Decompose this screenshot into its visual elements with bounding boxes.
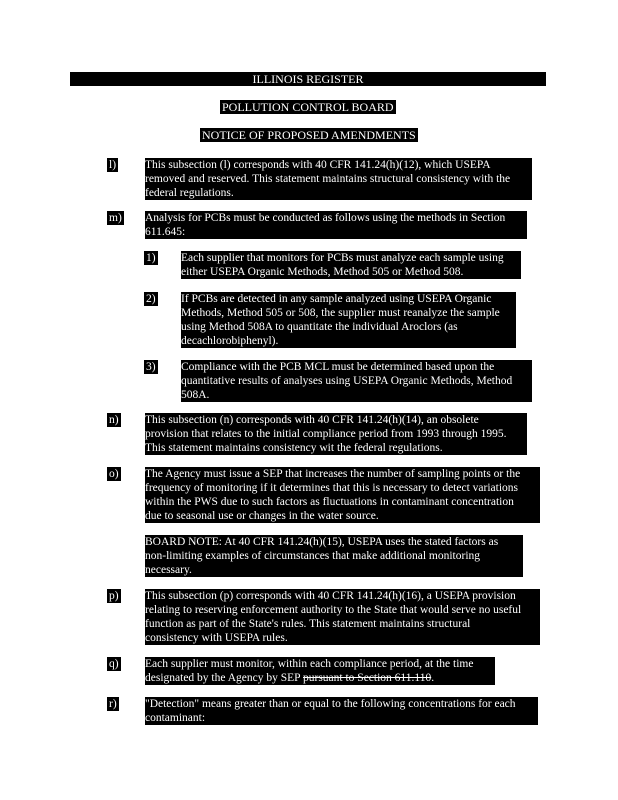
- text-line: removed and reserved. This statement maintains structural consistency with the: [145, 173, 511, 185]
- item-text-m: [145, 211, 527, 239]
- item-label-m2: 2): [146, 293, 156, 305]
- notice-title: NOTICE OF PROPOSED AMENDMENTS: [202, 128, 416, 142]
- text-line: relating to reserving enforcement authority to the State that would serve no useful: [145, 604, 522, 616]
- text-line: using Method 508A to quantitate the individual Aroclors (as: [181, 321, 458, 333]
- item-text-p: [145, 589, 540, 645]
- register-title: ILLINOIS REGISTER: [252, 72, 364, 86]
- text-line: This subsection (p) corresponds with 40 CFR 141.24(h)(16), a USEPA provision: [145, 590, 516, 602]
- header-bar: [70, 72, 546, 86]
- text-line: within the PWS due to such factors as fluctuations in contaminant concentration: [145, 496, 514, 508]
- board-title: POLLUTION CONTROL BOARD: [222, 100, 394, 114]
- text-line: This statement maintains consistency wit the federal regulations.: [145, 442, 443, 454]
- text-line: The Agency must issue a SEP that increases the number of sampling points or the: [145, 468, 521, 480]
- text-line: consistency with USEPA rules.: [145, 632, 288, 644]
- text-segment: designated by the Agency by SEP: [145, 672, 303, 684]
- item-text-m3: [181, 360, 532, 402]
- text-line: This subsection (l) corresponds with 40 CFR 141.24(h)(12), which USEPA: [145, 159, 491, 171]
- item-text-q: [145, 657, 495, 685]
- text-line: contaminant:: [145, 712, 206, 724]
- item-label-r: r): [109, 698, 117, 710]
- item-text-r: [145, 697, 538, 725]
- text-line: Each supplier that monitors for PCBs must analyze each sample using: [181, 252, 504, 264]
- text-line: This subsection (n) corresponds with 40 CFR 141.24(h)(14), an obsolete: [145, 414, 479, 426]
- text-line: If PCBs are detected in any sample analyzed using USEPA Organic: [181, 293, 492, 305]
- item-label-o: o): [109, 468, 119, 480]
- text-line: decachlorobiphenyl).: [181, 335, 279, 347]
- item-label-p: p): [109, 590, 119, 602]
- text-line: frequency of monitoring if it determines that this is necessary to detect variations: [145, 482, 519, 494]
- text-line: Analysis for PCBs must be conducted as follows using the methods in Section: [145, 212, 506, 224]
- text-line: federal regulations.: [145, 187, 234, 199]
- item-text-m1: [181, 251, 521, 279]
- text-line: "Detection" means greater than or equal to the following concentrations for each: [145, 698, 516, 710]
- text-line: 611.645:: [145, 226, 185, 238]
- text-line: either USEPA Organic Methods, Method 505 or Method 508.: [181, 266, 464, 278]
- item-label-m1: 1): [146, 252, 156, 264]
- text-line: Compliance with the PCB MCL must be determined based upon the: [181, 361, 495, 373]
- text-line: quantitative results of analyses using USEPA Organic Methods, Method: [181, 375, 513, 387]
- text-line: provision that relates to the initial compliance period from 1993 through 1995.: [145, 428, 507, 440]
- item-text-l: [145, 158, 532, 200]
- item-label-n: n): [109, 414, 119, 426]
- text-line: Each supplier must monitor, within each compliance period, at the time: [145, 658, 474, 670]
- item-text-n: [145, 413, 527, 455]
- text-line: 508A.: [181, 389, 210, 401]
- text-line: due to seasonal use or changes in the water source.: [145, 510, 379, 522]
- item-label-m3: 3): [146, 361, 156, 373]
- item-label-m: m): [109, 212, 122, 224]
- text-line: non-limiting examples of circumstances that make additional monitoring: [145, 550, 481, 562]
- item-text-o: [145, 467, 540, 523]
- text-line: BOARD NOTE: At 40 CFR 141.24(h)(15), USEPA uses the stated factors as: [145, 536, 499, 548]
- board-note: [145, 535, 523, 577]
- item-label-l: l): [109, 159, 117, 171]
- text-line: Methods, Method 505 or 508, the supplier must reanalyze the sample: [181, 307, 500, 319]
- item-text-m2: [181, 292, 516, 348]
- struck-text: pursuant to Section 611.110: [303, 672, 432, 684]
- text-line: necessary.: [145, 564, 192, 576]
- item-label-q: q): [109, 658, 119, 670]
- text-line: [145, 671, 455, 685]
- text-line: function as part of the State's rules. This statement maintains structural: [145, 618, 471, 630]
- text-segment: .: [431, 672, 435, 684]
